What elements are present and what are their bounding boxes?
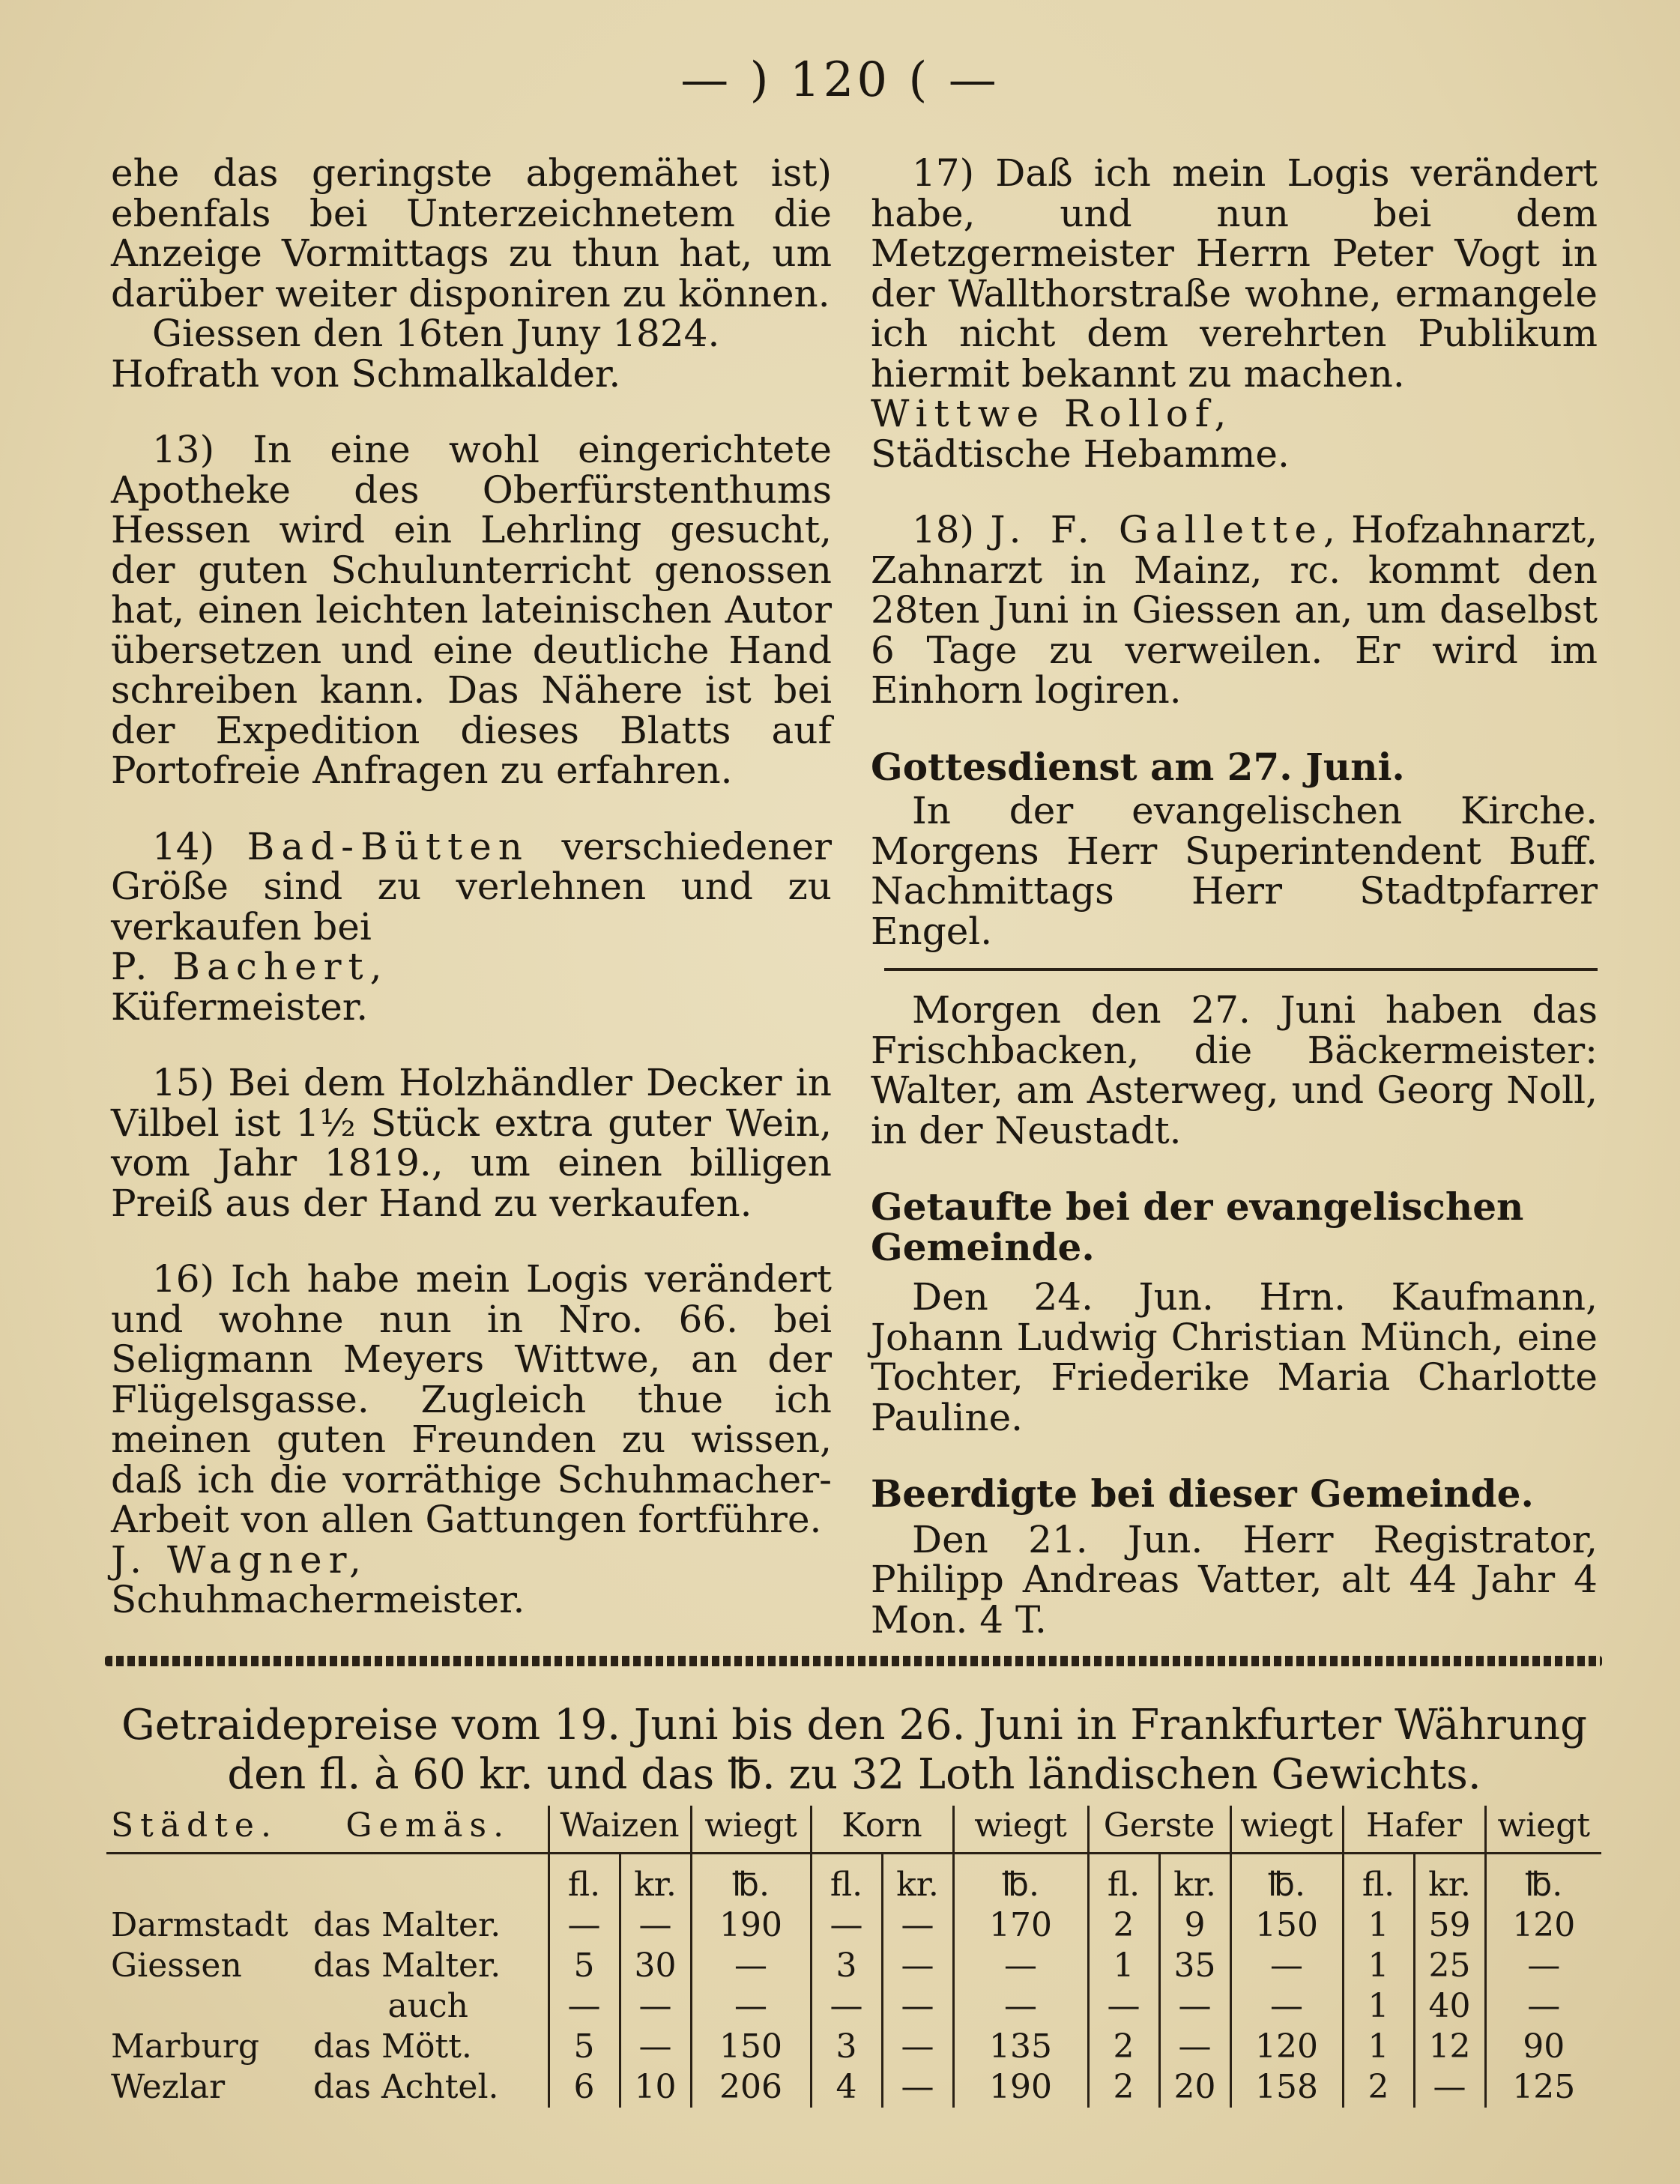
price-cell: 206 [691,2067,811,2108]
price-cell: 4 [811,2067,882,2108]
column-header: wiegt [1485,1806,1601,1854]
notice-number: 14) [152,824,215,868]
notice-number: 18) [912,508,975,551]
table-units-row [106,1854,1601,1906]
price-cell: 20 [1159,2067,1230,2108]
notice-signature: P. Bachert, [111,945,389,988]
unit-header: fl. [1088,1854,1159,1906]
price-cell: 1 [1088,1946,1159,1986]
column-header: wiegt [953,1806,1088,1854]
notice-text: 13) In eine wohl eingerichtete Apotheke des Oberfürstenthums Hessen wird ein Lehrling gesucht, der guten Schulunterricht genossen hat, einen leichten lateinischen Autor übersetzen und eine deutliche Hand schreiben kann. Das Nähere ist bei der Expedition dieses Blatts auf Portofreie Anfragen zu erfahren. [111,428,832,792]
column-header: Städte. [106,1806,309,1854]
price-cell: — [882,1905,953,1946]
grain-prices-table [106,1806,1601,2108]
table-row [106,2067,1601,2108]
price-cell: — [811,1905,882,1946]
price-cell: — [1527,1987,1561,2025]
price-cell: 6 [549,2067,620,2108]
church-service-section [871,744,1598,953]
city-cell [106,1986,309,2027]
city-cell: Giessen [111,1946,242,1985]
notice-signature-title: Städtische Hebamme. [871,432,1290,476]
unit-header: kr. [1414,1854,1485,1906]
price-cell: — [811,1986,882,2027]
price-cell: — [1159,2027,1230,2067]
price-cell: — [882,2067,953,2108]
price-cell: 190 [953,2067,1088,2108]
unit-header: ℔. [691,1854,811,1906]
measure-cell: das Achtel. [309,2067,549,2108]
left-column [111,151,832,1657]
city-cell: Marburg [111,2027,260,2066]
price-cell: 1 [1343,1905,1414,1946]
price-cell: 35 [1159,1946,1230,1986]
price-cell: 25 [1414,1946,1485,1986]
table-row [106,2027,1601,2067]
burials-section [871,1471,1598,1642]
price-cell: — [953,1946,1088,1986]
baptisms-entry: Den 24. Jun. Hrn. Kaufmann, Johann Ludwig Christian Münch, eine Tochter, Friederike Maria Charlotte Pauline. [871,1275,1598,1439]
measure-cell: das Mött. [309,2027,549,2067]
baptisms-heading: Getaufte bei der evangelischen [871,1185,1524,1229]
column-header: Hafer [1343,1806,1485,1854]
baking-notice [871,990,1598,1151]
price-cell: — [620,2027,691,2067]
church-service-heading: Gottesdienst am 27. Juni. [871,744,1405,789]
price-cell: 1 [1343,2027,1414,2067]
price-cell: 150 [691,2027,811,2067]
column-header: Gerste [1088,1806,1230,1854]
price-cell: 135 [953,2027,1088,2067]
city-cell: Wezlar [111,2068,226,2106]
unit-header: ℔. [1230,1854,1343,1906]
price-cell: 10 [620,2067,691,2108]
notice-name: J. F. Gallette [990,508,1323,551]
grain-prices-body [106,1905,1601,2108]
price-cell: 59 [1414,1905,1485,1946]
price-cell: — [549,1905,620,1946]
column-header: wiegt [1230,1806,1343,1854]
price-cell: — [1527,1946,1561,1985]
notice-13 [111,430,832,791]
price-cell: — [1230,1986,1343,2027]
ornamental-divider [105,1656,1602,1666]
baptisms-section [871,1187,1598,1438]
unit-header: fl. [549,1854,620,1906]
price-cell: — [691,1986,811,2027]
unit-header: ℔. [953,1854,1088,1906]
notice-text: 15) Bei dem Holzhändler Decker in Vilbel ist 1½ Stück extra guter Wein, vom Jahr 1819., um einen billigen Preiß aus der Hand zu verkaufen. [111,1061,832,1225]
price-cell: 158 [1230,2067,1343,2108]
price-cell: 3 [811,2027,882,2067]
price-cell: 5 [549,2027,620,2067]
column-header: Korn [811,1806,953,1854]
measure-cell: das Malter. [309,1946,549,1986]
notice-keyword: Bad-Bütten [247,824,530,868]
notice-15 [111,1063,832,1223]
measure-cell: das Malter. [309,1905,549,1946]
table-group-header-row [106,1806,1601,1854]
price-cell: — [620,1986,691,2027]
price-cell: 120 [1512,1906,1576,1944]
column-header: Gemäs. [309,1806,549,1854]
price-cell: — [620,1905,691,1946]
notice-text: 17) Daß ich mein Logis verändert habe, und nun bei dem Metzgermeister Herrn Peter Vogt in der Wallthorstraße wohne, ermangele ich nicht dem verehrten Publikum hiermit bekannt zu machen. [871,151,1598,396]
price-cell: 2 [1088,2067,1159,2108]
price-cell: 40 [1414,1986,1485,2027]
notice-text [871,510,1598,711]
notice-dateline: Giessen den 16ten Juny 1824. [152,312,720,355]
unit-header: kr. [882,1854,953,1906]
price-cell: 190 [691,1905,811,1946]
notice-signature-title: Schuhmachermeister. [111,1578,525,1621]
baptisms-heading-line2: Gemeinde. [871,1224,1095,1269]
price-cell: 90 [1523,2027,1565,2066]
price-cell: 2 [1343,2067,1414,2108]
page-number-header: — ) 120 ( — [680,52,1000,108]
price-cell: 12 [1414,2027,1485,2067]
notice-signature: Hofrath von Schmalkalder. [111,351,621,396]
price-cell: — [882,1986,953,2027]
price-cell: — [1414,2067,1485,2108]
price-cell: 120 [1230,2027,1343,2067]
price-cell: 30 [620,1946,691,1986]
burials-heading: Beerdigte bei dieser Gemeinde. [871,1471,1534,1516]
table-row [106,1905,1601,1946]
notice-signature: Wittwe Rollof, [871,392,1233,435]
notice-signature-title: Küfermeister. [111,984,369,1029]
price-cell: 2 [1088,1905,1159,1946]
price-cell: — [953,1986,1088,2027]
price-cell: 170 [953,1905,1088,1946]
notice-body: , Hofzahnarzt, Zahnarzt in Mainz, rc. kommt den 28ten Juni in Giessen an, um daselbst 6 Tage zu verweilen. Er wird im Einhorn logiren. [871,508,1598,712]
church-service-text: In der evangelischen Kirche. Morgens Herr Superintendent Buff. Nachmittags Herr Stadtpfarrer Engel. [871,789,1598,953]
right-column [871,151,1598,1642]
notice-14 [111,824,832,1029]
notice-text [111,824,832,949]
price-cell: 2 [1088,2027,1159,2067]
price-cell: — [1088,1986,1159,2027]
unit-header: kr. [1159,1854,1230,1906]
unit-header: kr. [620,1854,691,1906]
notice-signature: J. Wagner, [111,1537,368,1582]
price-cell: 1 [1343,1986,1414,2027]
price-cell: 1 [1343,1946,1414,1986]
grain-prices-title-line1: Getraidepreise vom 19. Juni bis den 26. Juni in Frankfurter Währung [121,1701,1587,1749]
table-row [106,1986,1601,2027]
unit-header: fl. [1343,1854,1414,1906]
unit-header: fl. [811,1854,882,1906]
price-cell: 9 [1159,1905,1230,1946]
measure-cell: auch [309,1986,549,2027]
grain-prices-title-line2: den fl. à 60 kr. und das ℔. zu 32 Loth ländischen Gewichts. [227,1750,1481,1799]
baking-text: Morgen den 27. Juni haben das Frischbacken, die Bäckermeister: Walter, am Asterweg, und Georg Noll, in der Neustadt. [871,988,1598,1152]
price-cell: 150 [1230,1905,1343,1946]
price-cell: — [882,2027,953,2067]
price-cell: — [1230,1946,1343,1986]
price-cell: — [1159,1986,1230,2027]
notice-12-continued [111,151,832,396]
price-cell: — [549,1986,620,2027]
column-header: wiegt [691,1806,811,1854]
burials-entry: Den 21. Jun. Herr Registrator, Philipp Andreas Vatter, alt 44 Jahr 4 Mon. 4 T. [871,1517,1598,1642]
notice-18 [871,510,1598,711]
notice-16 [111,1259,832,1621]
city-cell: Darmstadt [111,1906,288,1944]
price-cell: — [882,1946,953,1986]
notice-body: verschiedener Größe sind zu verlehnen und zu verkaufen bei [111,824,832,949]
section-divider [884,968,1598,971]
notice-text: 16) Ich habe mein Logis verändert und wohne nun in Nro. 66. bei Seligmann Meyers Wittwe, an der Flügelsgasse. Zugleich thue ich meinen guten Freunden zu wissen, daß ich die vorräthige Schuhmacher-Arbeit von allen Gattungen fortführe. [111,1257,832,1541]
unit-header: ℔. [1525,1866,1563,1904]
notice-17 [871,151,1598,476]
price-cell: 3 [811,1946,882,1986]
column-header: Waizen [549,1806,691,1854]
price-cell: 5 [549,1946,620,1986]
notice-text: ehe das geringste abgemähet ist) ebenfals bei Unterzeichnetem die Anzeige Vormittags zu thun hat, um darüber weiter disponiren zu können. [111,151,832,315]
price-cell: 125 [1512,2068,1576,2106]
table-row [106,1946,1601,1986]
grain-prices-title [105,1701,1604,1800]
price-cell: — [691,1946,811,1986]
